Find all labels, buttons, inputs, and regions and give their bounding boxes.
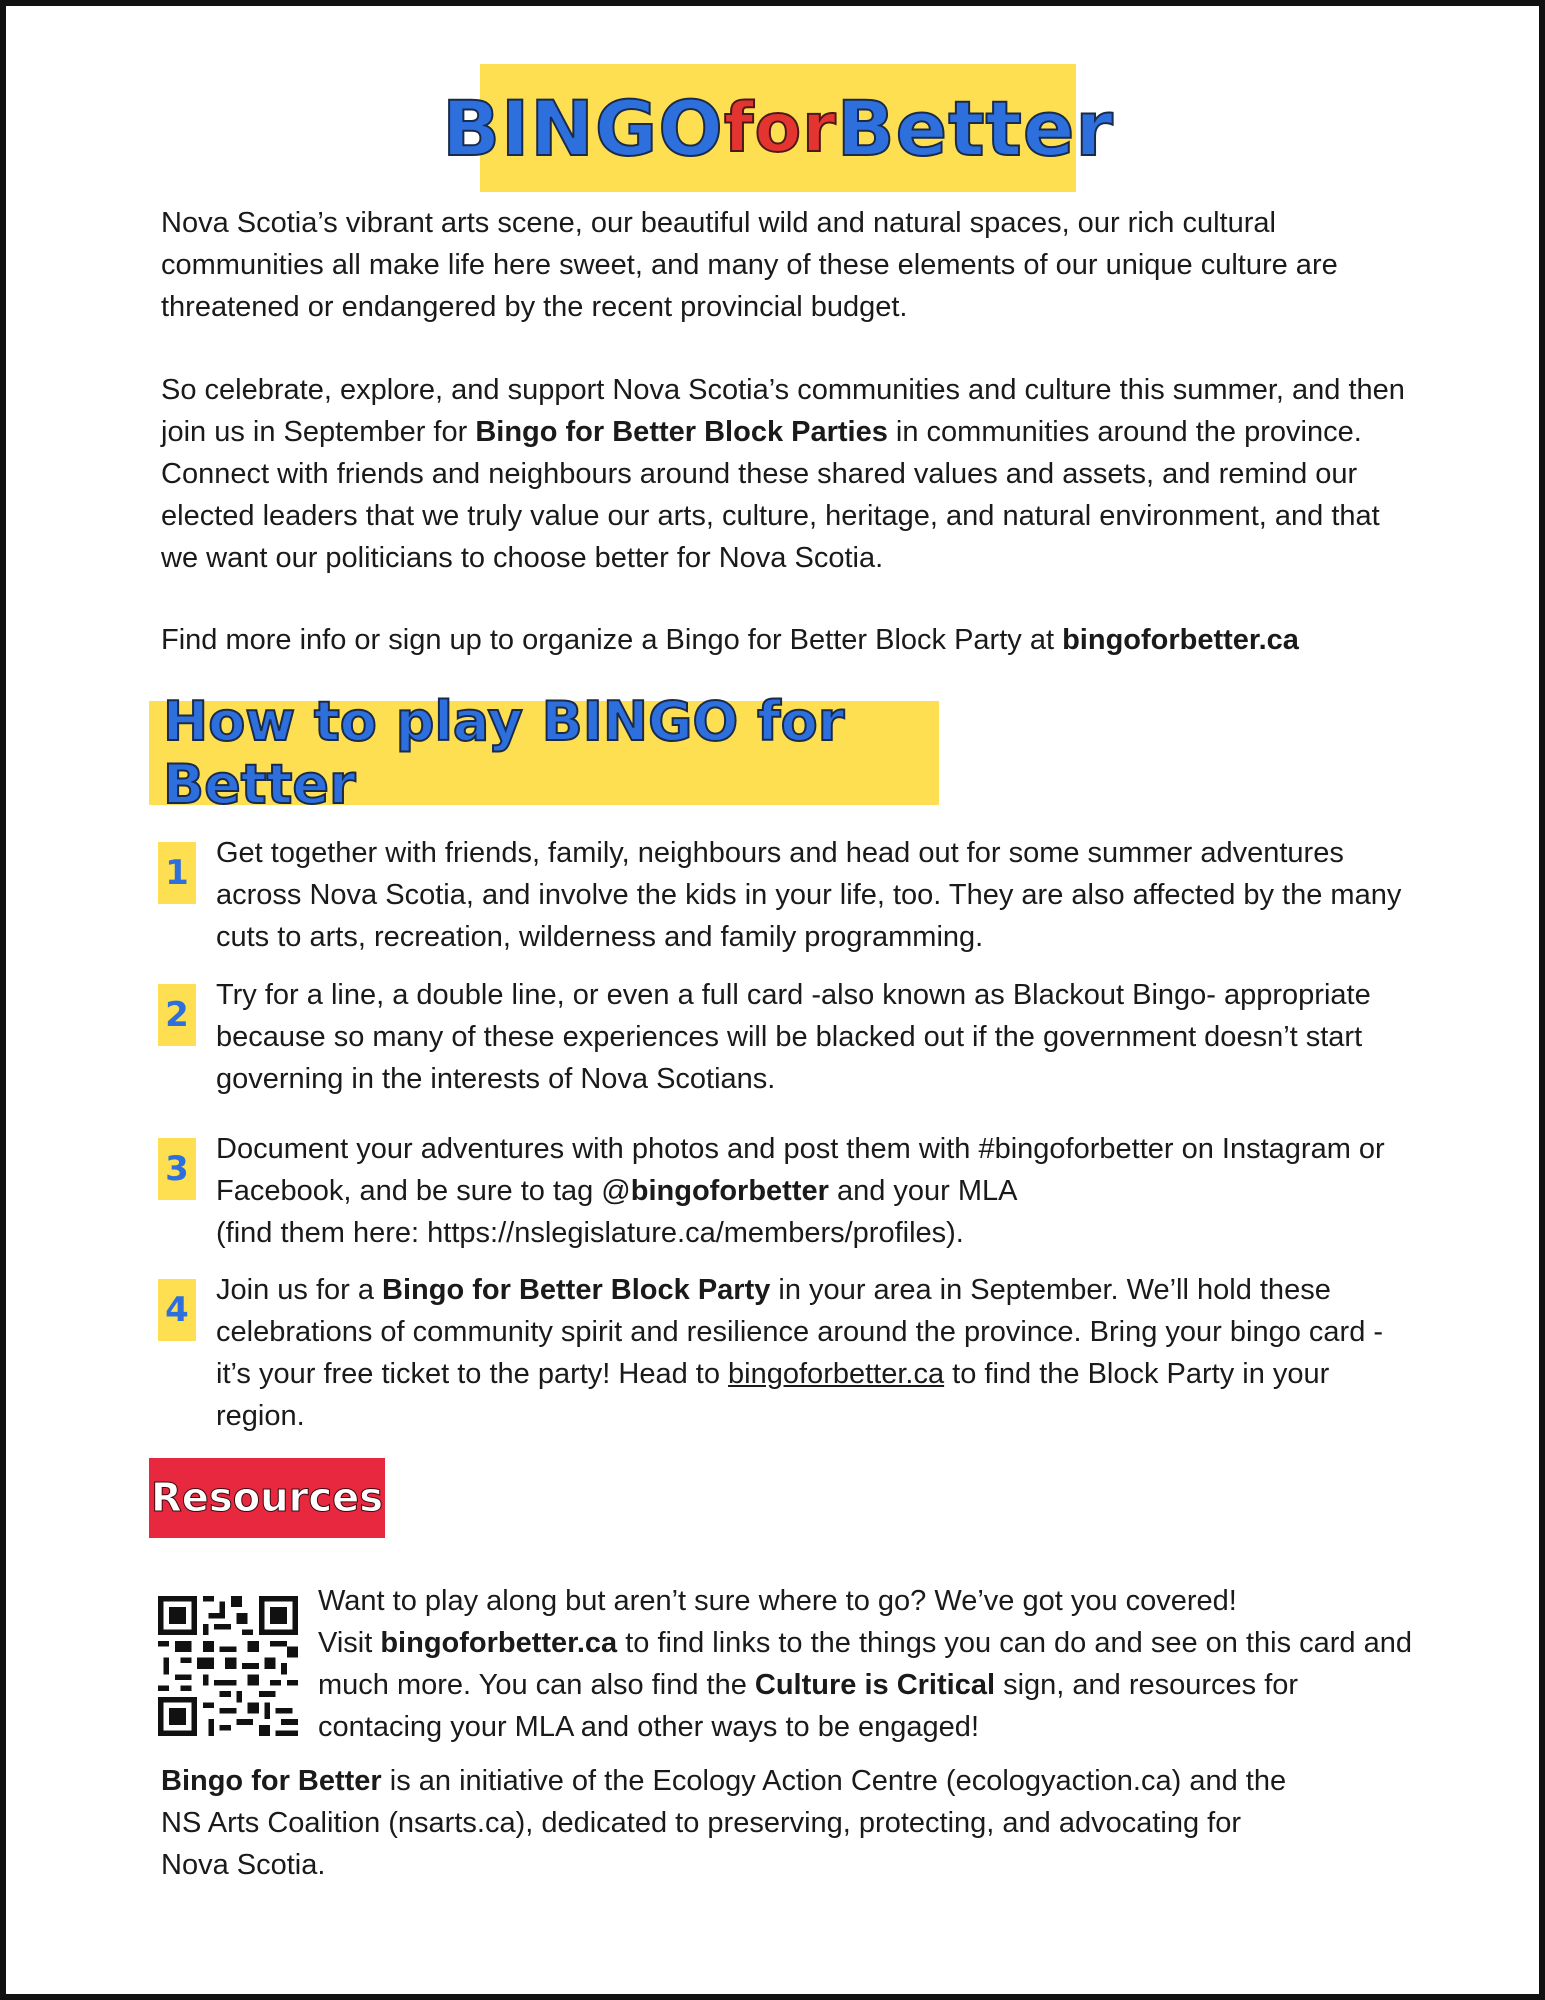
step-text: Try for a line, a double line, or even a full card -also known as Blackout Bingo- appropriate because so many of these experiences will be blacked out if the government doesn’t start governing in the interests of Nova Scotians. bbox=[216, 979, 1371, 1095]
title-for: for bbox=[723, 88, 837, 168]
website-link[interactable]: bingoforbetter.ca bbox=[380, 1627, 618, 1659]
how-to-play-heading: How to play BINGO for Better bbox=[149, 701, 939, 805]
title-bingo: BINGO bbox=[442, 83, 724, 173]
title-better: Better bbox=[836, 83, 1114, 173]
intro-paragraph-2: So celebrate, explore, and support Nova Scotia’s communities and culture this summer, and then join us in September for Bingo for Better Block Parties in communities around the province. Connect with friends and neighbours around these shared values and assets, and remind our elected leaders that we truly value our arts, culture, heritage, and natural environment, and that we want our politicians to choose better for Nova Scotia. bbox=[161, 374, 1405, 574]
step-number-badge: 3 bbox=[158, 1138, 196, 1200]
website-link[interactable]: bingoforbetter.ca bbox=[728, 1358, 945, 1390]
qr-code-icon[interactable] bbox=[158, 1596, 298, 1736]
intro-paragraph-3: Find more info or sign up to organize a Bingo for Better Block Party at bingoforbetter.ca bbox=[161, 624, 1299, 656]
step-text: Join us for a Bingo for Better Block Party in your area in September. We’ll hold these celebrations of community spirit and resilience around the province. Bring your bingo card - it’s your free ticket to the party! Head to bingoforbetter.ca to find the Block Party in your region. bbox=[216, 1274, 1384, 1432]
intro-paragraph-1: Nova Scotia’s vibrant arts scene, our beautiful wild and natural spaces, our rich cultural communities all make life here sweet, and many of these elements of our unique culture are threatened or endangered by the recent provincial budget. bbox=[161, 207, 1338, 323]
resources-heading: Resources bbox=[149, 1458, 385, 1538]
step-number-badge: 4 bbox=[158, 1279, 196, 1341]
footer-paragraph: Bingo for Better is an initiative of the Ecology Action Centre (ecologyaction.ca) and the NS Arts Coalition (nsarts.ca), dedicated to preserving, protecting, and advocating for Nova Scotia. bbox=[161, 1765, 1287, 1881]
step-text: Get together with friends, family, neighbours and head out for some summer adventures across Nova Scotia, and involve the kids in your life, too. They are also affected by the many cuts to arts, recreation, wilderness and family programming. bbox=[216, 837, 1402, 953]
resources-paragraph: Want to play along but aren’t sure where to go? We’ve got you covered! Visit bingoforbetter.ca to find links to the things you can do and see on this card and much more. You can also find the Culture is Critical sign, and resources for contacing your MLA and other ways to be engaged! bbox=[318, 1585, 1412, 1743]
step-text: Document your adventures with photos and post them with #bingoforbetter on Instagram or Facebook, and be sure to tag @bingoforbetter and your MLA (find them here: https://nslegislature.ca/members/profiles). bbox=[216, 1133, 1385, 1249]
step-number-badge: 2 bbox=[158, 984, 196, 1046]
title-banner bbox=[442, 64, 1114, 192]
step-number-badge: 1 bbox=[158, 842, 196, 904]
website-link[interactable]: bingoforbetter.ca bbox=[1062, 624, 1299, 656]
